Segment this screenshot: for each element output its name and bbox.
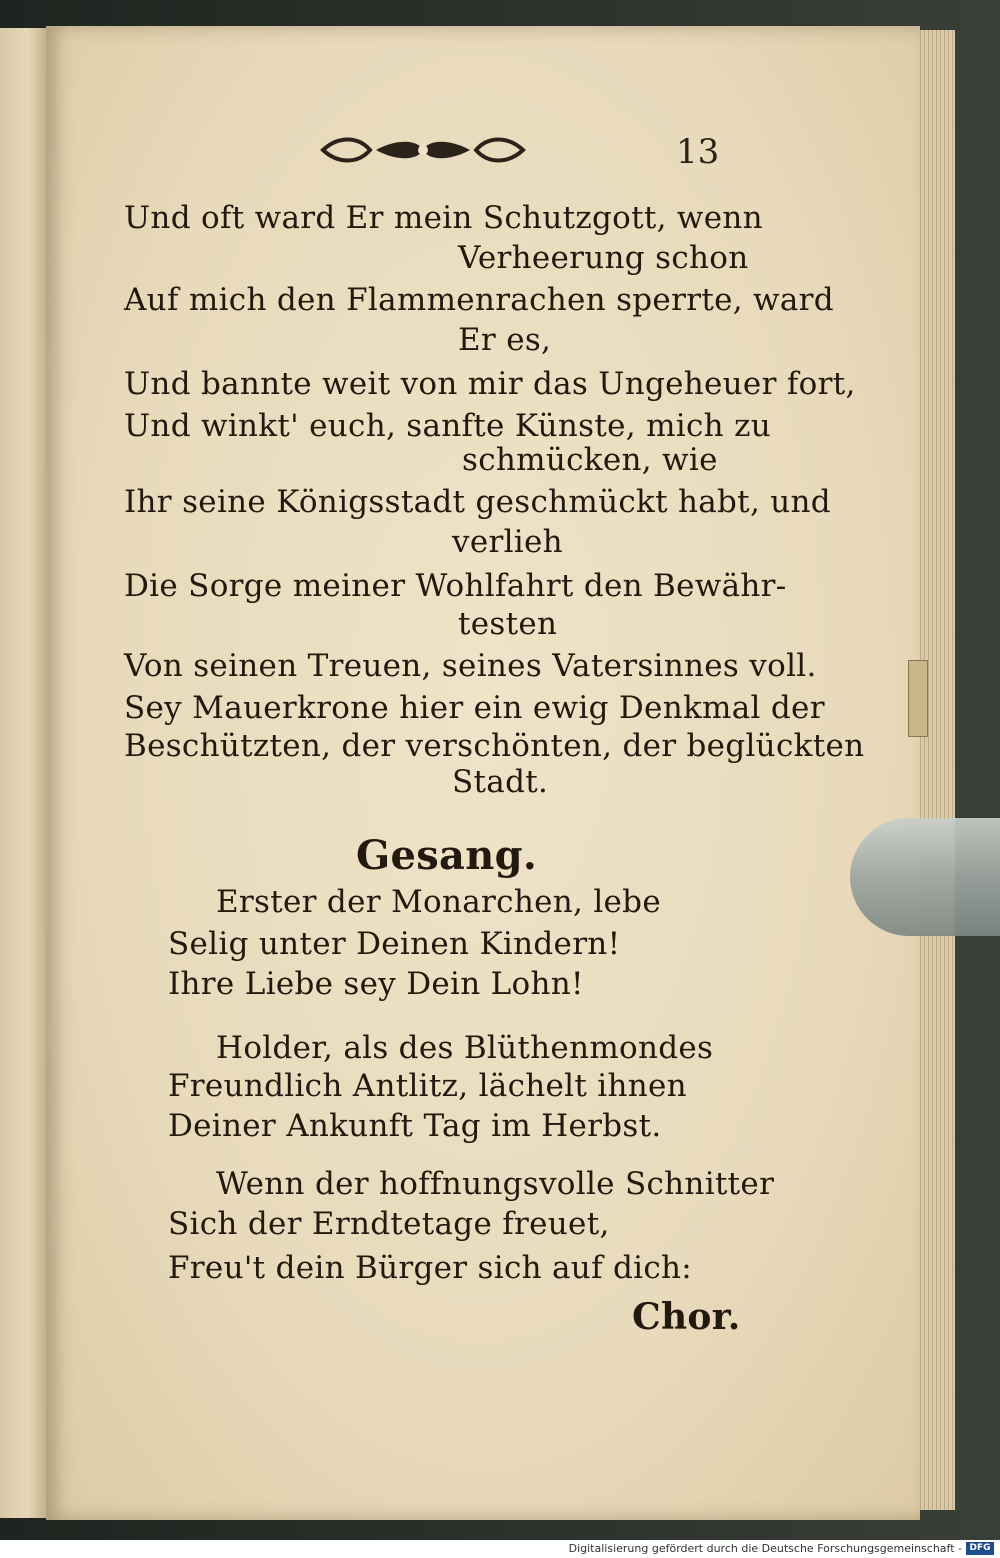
text-line: Sey Mauerkrone hier ein ewig Denkmal der bbox=[124, 690, 825, 726]
text-line: Und oft ward Er mein Schutzgott, wenn bbox=[124, 200, 763, 236]
text-line: Von seinen Treuen, seines Vatersinnes voll. bbox=[124, 648, 817, 684]
text-line: verlieh bbox=[452, 524, 563, 560]
page-clip bbox=[850, 818, 1000, 936]
text-line: Und winkt' euch, sanfte Künste, mich zu bbox=[124, 408, 771, 444]
page-number: 13 bbox=[676, 132, 720, 172]
text-line: Verheerung schon bbox=[458, 240, 749, 276]
text-line: schmücken, wie bbox=[462, 442, 718, 478]
verse-line: Freu't dein Bürger sich auf dich: bbox=[168, 1250, 693, 1286]
text-line: Er es, bbox=[458, 322, 552, 358]
text-line: testen bbox=[458, 606, 558, 642]
text-line: Auf mich den Flammenrachen sperrte, ward bbox=[124, 282, 834, 318]
funding-notice: Digitalisierung gefördert durch die Deutsche Forschungsgemeinschaft - bbox=[568, 1542, 962, 1555]
bookmark-tab bbox=[908, 660, 928, 737]
ornament-icon bbox=[318, 128, 528, 172]
verse-line: Selig unter Deinen Kindern! bbox=[168, 926, 621, 962]
section-heading: Gesang. bbox=[356, 832, 538, 879]
verse-line: Holder, als des Blüthenmondes bbox=[216, 1030, 714, 1066]
verse-line: Ihre Liebe sey Dein Lohn! bbox=[168, 966, 584, 1002]
catchword: Chor. bbox=[632, 1296, 741, 1338]
text-line: Ihr seine Königsstadt geschmückt habt, und bbox=[124, 484, 831, 520]
verse-line: Wenn der hoffnungsvolle Schnitter bbox=[216, 1166, 775, 1202]
verse-line: Erster der Monarchen, lebe bbox=[216, 884, 661, 920]
text-line: Die Sorge meiner Wohlfahrt den Bewähr- bbox=[124, 568, 787, 604]
verse-line: Deiner Ankunft Tag im Herbst. bbox=[168, 1108, 662, 1144]
left-page-edge bbox=[0, 28, 48, 1518]
dfg-logo-icon: DFG bbox=[966, 1542, 994, 1555]
text-line: Beschützten, der verschönten, der beglückten bbox=[124, 728, 865, 764]
verse-line: Sich der Erndtetage freuet, bbox=[168, 1206, 610, 1242]
text-line: Und bannte weit von mir das Ungeheuer fort, bbox=[124, 366, 856, 402]
text-line: Stadt. bbox=[452, 764, 549, 800]
footer-bar bbox=[0, 1540, 1000, 1558]
verse-line: Freundlich Antlitz, lächelt ihnen bbox=[168, 1068, 687, 1104]
